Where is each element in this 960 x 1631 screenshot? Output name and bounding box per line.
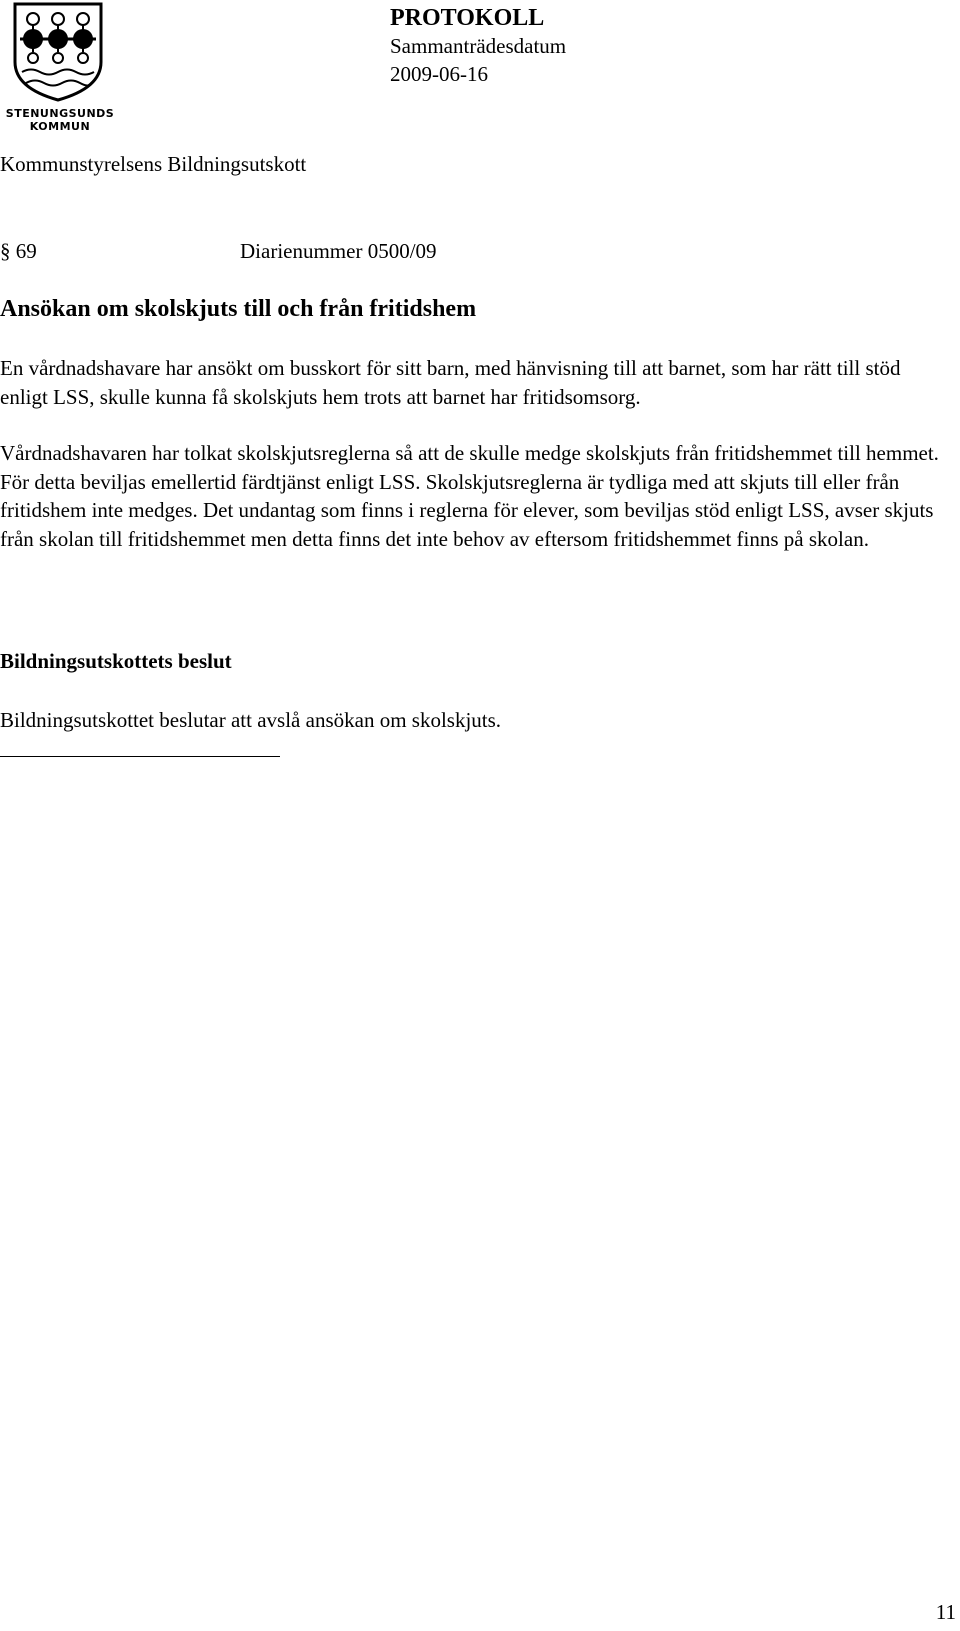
paragraph-number: § 69 (0, 239, 37, 263)
committee-name: Kommunstyrelsens Bildningsutskott (0, 152, 307, 176)
logo-text-line1: STENUNGSUNDS (5, 107, 115, 120)
paragraph-header (0, 237, 437, 265)
case-title: Ansökan om skolskjuts till och från fritidshem (0, 296, 477, 322)
meeting-date: 2009-06-16 (390, 62, 488, 86)
municipality-logo (0, 0, 120, 136)
body-paragraph-2: Vårdnadshavaren har tolkat skolskjutsreglerna så att de skulle medge skolskjuts från fritidshemmet till hemmet. För detta beviljas emellertid färdtjänst enligt LSS. Skolskjutsreglerna är tydliga med att skjuts till eller från fritidshem inte medges. Det undantag som finns i reglerna för elever, som beviljas stöd enligt LSS, avser skjuts från skolan till fritidshemmet men detta finns det inte behov av eftersom fritidshemmet finns på skolan. (0, 441, 939, 551)
document-header (390, 4, 566, 88)
coat-of-arms-icon (12, 2, 104, 102)
decision-heading: Bildningsutskottets beslut (0, 649, 232, 673)
logo-text-line2: KOMMUN (29, 120, 91, 133)
meeting-date-label: Sammanträdesdatum (390, 34, 567, 58)
signature-line (0, 756, 280, 757)
body-paragraph-1: En vårdnadshavare har ansökt om busskort för sitt barn, med hänvisning till att barnet, som har rätt till stöd enligt LSS, skulle kunna få skolskjuts hem trots att barnet har fritidsomsorg. (0, 356, 901, 409)
decision-text: Bildningsutskottet beslutar att avslå ansökan om skolskjuts. (0, 708, 502, 732)
diary-number: Diarienummer 0500/09 (240, 239, 437, 263)
page-number: 11 (935, 1600, 956, 1624)
document-type: PROTOKOLL (390, 5, 545, 31)
